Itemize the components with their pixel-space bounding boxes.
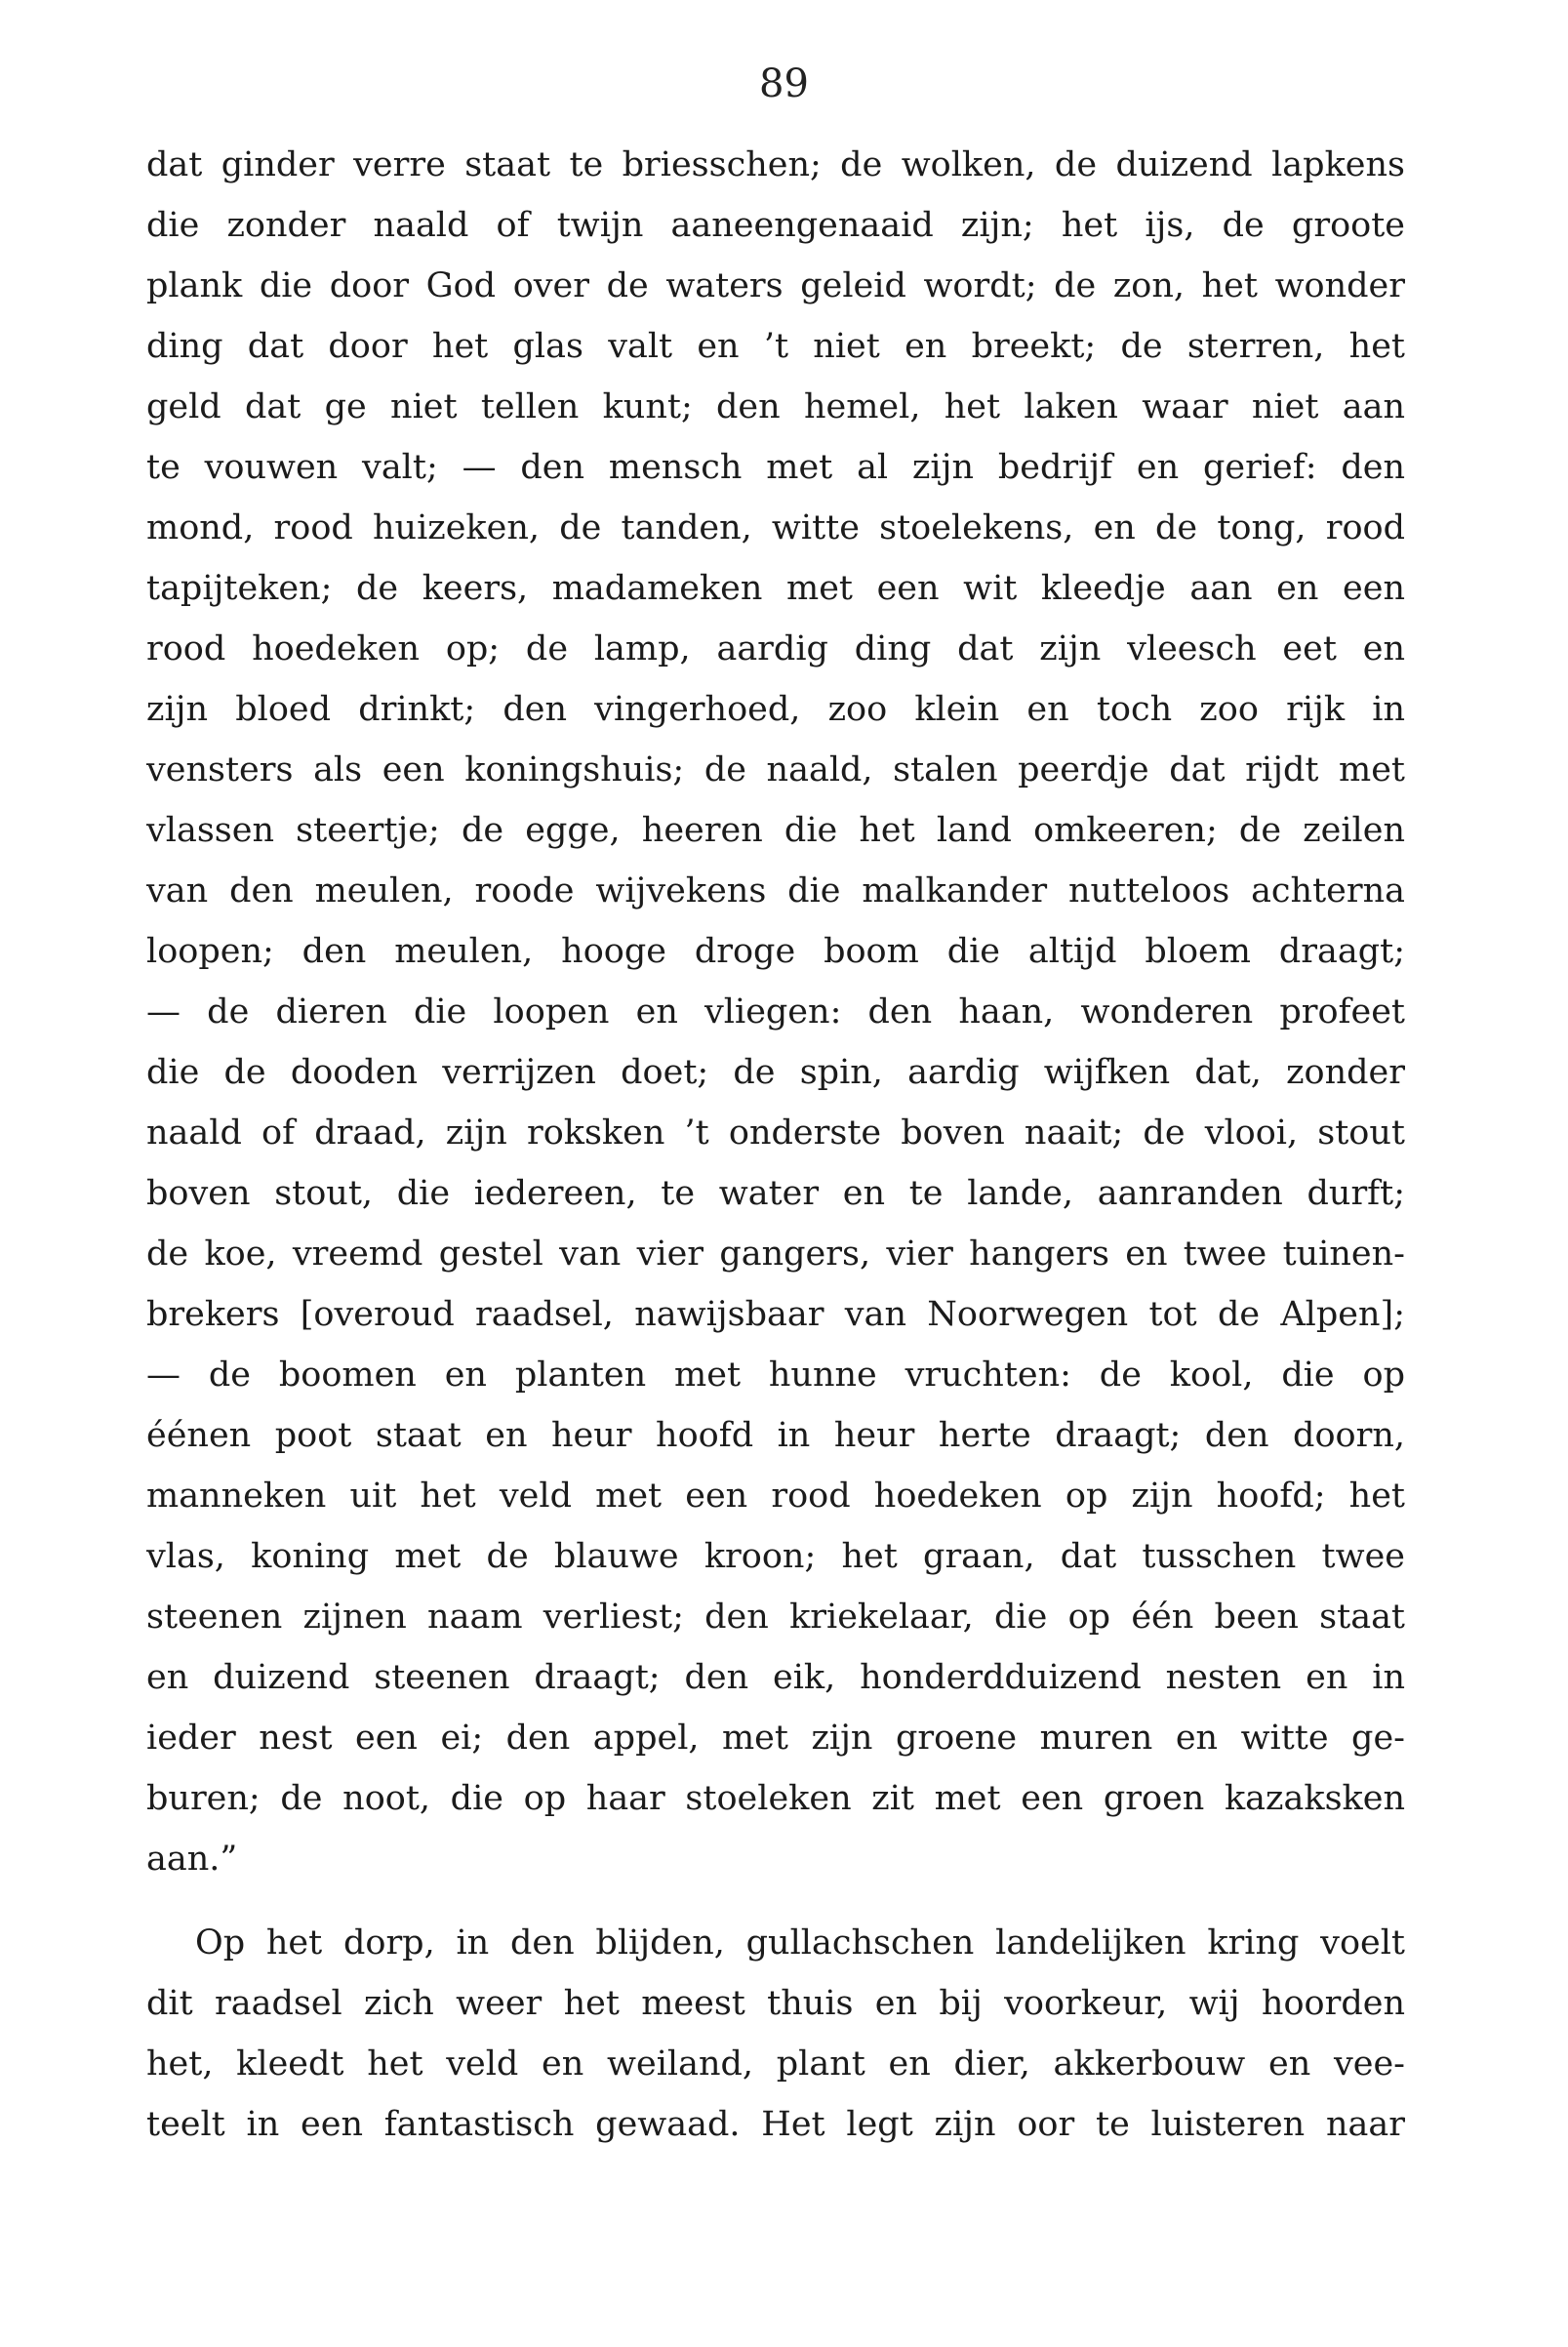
text-line: vlas, koning met de blauwe kroon; het graan, dat tusschen twee <box>146 1537 1405 1576</box>
text-line: vensters als een koningshuis; de naald, stalen peerdje dat rijdt met <box>146 750 1405 789</box>
text-line: — de dieren die loopen en vliegen: den haan, wonderen profeet <box>146 992 1405 1032</box>
text-line: het, kleedt het veld en weiland, plant en dier, akkerbouw en vee- <box>146 2044 1405 2084</box>
text-line: Op het dorp, in den blijden, gullachschen landelijken kring voelt <box>195 1923 1405 1963</box>
text-line: ding dat door het glas valt en ’t niet en breekt; de sterren, het <box>146 327 1405 366</box>
text-line: aan.” <box>146 1840 238 1879</box>
text-line: mond, rood huizeken, de tanden, witte stoelekens, en de tong, rood <box>146 508 1405 547</box>
text-line: van den meulen, roode wijvekens die malkander nutteloos achterna <box>146 871 1405 910</box>
text-line: vlassen steertje; de egge, heeren die het land omkeeren; de zeilen <box>146 811 1405 850</box>
text-line: manneken uit het veld met een rood hoedeken op zijn hoofd; het <box>146 1477 1405 1516</box>
text-line: steenen zijnen naam verliest; den kriekelaar, die op één been staat <box>146 1598 1405 1637</box>
text-line: te vouwen valt; — den mensch met al zijn bedrijf en gerief: den <box>146 448 1405 487</box>
text-line: — de boomen en planten met hunne vruchten: de kool, die op <box>146 1356 1405 1395</box>
text-line: boven stout, die iedereen, te water en te lande, aanranden durft; <box>146 1174 1405 1213</box>
text-line: dat ginder verre staat te briesschen; de wolken, de duizend lapkens <box>146 145 1405 184</box>
text-line: naald of draad, zijn roksken ’t onderste boven naait; de vlooi, stout <box>146 1113 1405 1153</box>
text-line: de koe, vreemd gestel van vier gangers, vier hangers en twee tuinen- <box>146 1234 1405 1274</box>
text-line: rood hoedeken op; de lamp, aardig ding dat zijn vleesch eet en <box>146 629 1405 668</box>
text-line: ieder nest een ei; den appel, met zijn groene muren en witte ge- <box>146 1719 1405 1758</box>
paragraph-2 <box>146 1913 1405 2155</box>
text-line: zijn bloed drinkt; den vingerhoed, zoo klein en toch zoo rijk in <box>146 690 1405 729</box>
text-line: loopen; den meulen, hooge droge boom die altijd bloem draagt; <box>146 932 1405 971</box>
text-line: plank die door God over de waters geleid wordt; de zon, het wonder <box>146 266 1405 305</box>
text-line: dit raadsel zich weer het meest thuis en bij voorkeur, wij hoorden <box>146 1984 1405 2023</box>
text-line: teelt in een fantastisch gewaad. Het legt zijn oor te luisteren naar <box>146 2105 1405 2144</box>
text-line: tapijteken; de keers, madameken met een wit kleedje aan en een <box>146 569 1405 608</box>
text-line: brekers [overoud raadsel, nawijsbaar van Noorwegen tot de Alpen]; <box>146 1295 1405 1334</box>
text-line: éénen poot staat en heur hoofd in heur herte draagt; den doorn, <box>146 1416 1405 1455</box>
text-line: die de dooden verrijzen doet; de spin, aardig wijfken dat, zonder <box>146 1053 1405 1092</box>
page-number: 89 <box>759 61 809 106</box>
text-line: geld dat ge niet tellen kunt; den hemel, het laken waar niet aan <box>146 387 1405 426</box>
text-line: die zonder naald of twijn aaneengenaaid zijn; het ijs, de groote <box>146 206 1405 245</box>
text-line: buren; de noot, die op haar stoeleken zit met een groen kazaksken <box>146 1779 1405 1818</box>
text-line: en duizend steenen draagt; den eik, honderdduizend nesten en in <box>146 1658 1405 1697</box>
paragraph-1 <box>146 135 1405 1889</box>
